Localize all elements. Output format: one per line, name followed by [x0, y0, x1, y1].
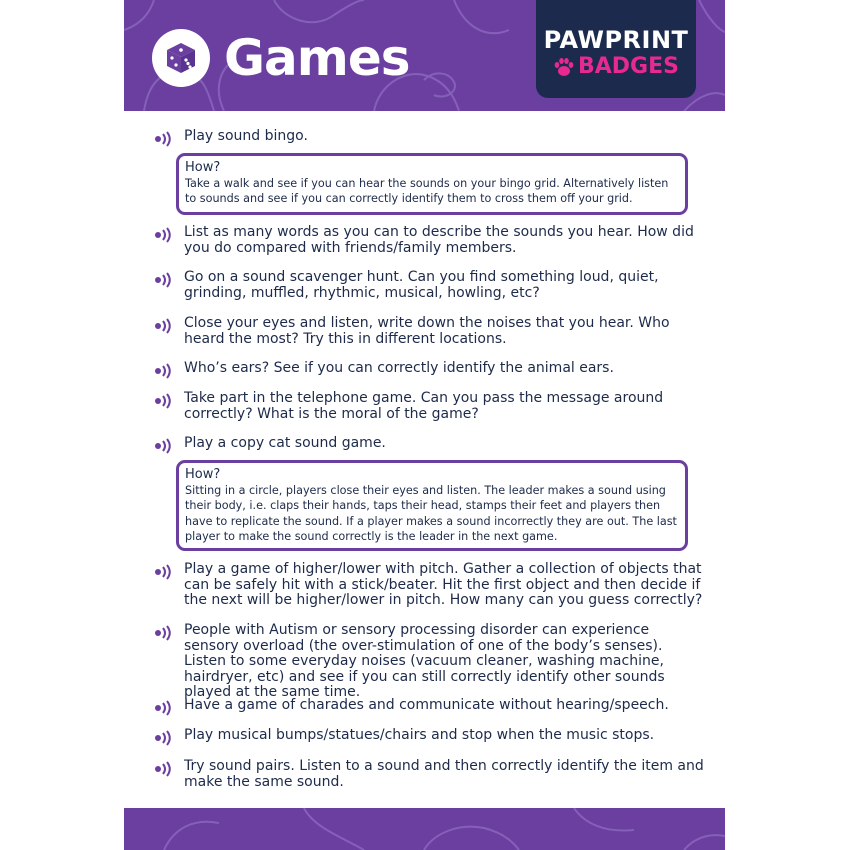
sound-wave-icon [154, 317, 176, 335]
list-item-text: Play sound bingo. [184, 128, 308, 144]
list-item-text: Play a game of higher/lower with pitch. Gather a collection of objects that can be safely hit with a stick/beater. Hit the first object and then decide if the next will be higher/lower in pitch. How many can you guess correctly? [184, 561, 703, 608]
sound-wave-icon [154, 437, 176, 455]
sound-wave-icon [154, 392, 176, 410]
list-item-text: Play musical bumps/statues/chairs and stop when the music stops. [184, 727, 655, 743]
page-title: Games [224, 29, 410, 87]
page [124, 0, 725, 850]
sound-wave-icon [154, 760, 176, 778]
footer-decoration [124, 808, 725, 850]
sound-wave-icon [154, 130, 176, 148]
list-item-text: Who’s ears? See if you can correctly identify the animal ears. [184, 360, 614, 376]
list-item-text: Play a copy cat sound game. [184, 435, 386, 451]
footer-banner [124, 808, 725, 850]
header-banner [124, 0, 725, 111]
how-box-label: How? [185, 160, 221, 175]
sound-wave-icon [154, 699, 176, 717]
sound-wave-icon [154, 271, 176, 289]
sound-wave-icon [154, 729, 176, 747]
how-box-text: Take a walk and see if you can hear the sounds on your bingo grid. Alternatively listen to sounds and see if you can correctly identify them to cross them off your grid. [185, 177, 669, 206]
brand-logo [536, 0, 696, 98]
paw-icon [553, 57, 575, 77]
sound-wave-icon [154, 362, 176, 380]
how-box-text: Sitting in a circle, players close their eyes and listen. The leader makes a sound using their body, i.e. claps their hands, taps their head, stamps their feet and players then have to replicate the sound. If a player makes a sound incorrectly they are out. The last player to make the sound correctly is the leader in the next game. [185, 484, 677, 544]
header-title-group [152, 28, 410, 88]
sound-wave-icon [154, 226, 176, 244]
sound-wave-icon [154, 624, 176, 642]
list-item-text: Close your eyes and listen, write down the noises that you hear. Who heard the most? Try this in different locations. [184, 315, 670, 347]
how-box [176, 153, 688, 215]
sound-wave-icon [154, 563, 176, 581]
how-box-label: How? [185, 467, 221, 482]
list-item-text: Go on a sound scavenger hunt. Can you find something loud, quiet, grinding, muffled, rhythmic, musical, howling, etc? [184, 269, 659, 301]
list-item-text: Have a game of charades and communicate without hearing/speech. [184, 697, 669, 713]
list-item-text: List as many words as you can to describe the sounds you hear. How did you do compared with friends/family members. [184, 224, 694, 256]
list-item-text: Try sound pairs. Listen to a sound and then correctly identify the item and make the same sound. [184, 758, 704, 790]
dice-icon [152, 29, 210, 87]
list-item-text: Take part in the telephone game. Can you pass the message around correctly? What is the moral of the game? [184, 390, 664, 422]
brand-name-badges: BADGES [578, 54, 679, 79]
list-item-text: People with Autism or sensory processing disorder can experience sensory overload (the over-stimulation of one of the body’s senses). Listen to some everyday noises (vacuum cleaner, washing machine, hairdryer, etc) and see if you can still correctly identify other sounds played at the same time. [184, 622, 665, 700]
brand-name-line2-group [536, 54, 696, 80]
brand-name-line1: PAWPRINT [543, 26, 689, 54]
how-box [176, 460, 688, 551]
